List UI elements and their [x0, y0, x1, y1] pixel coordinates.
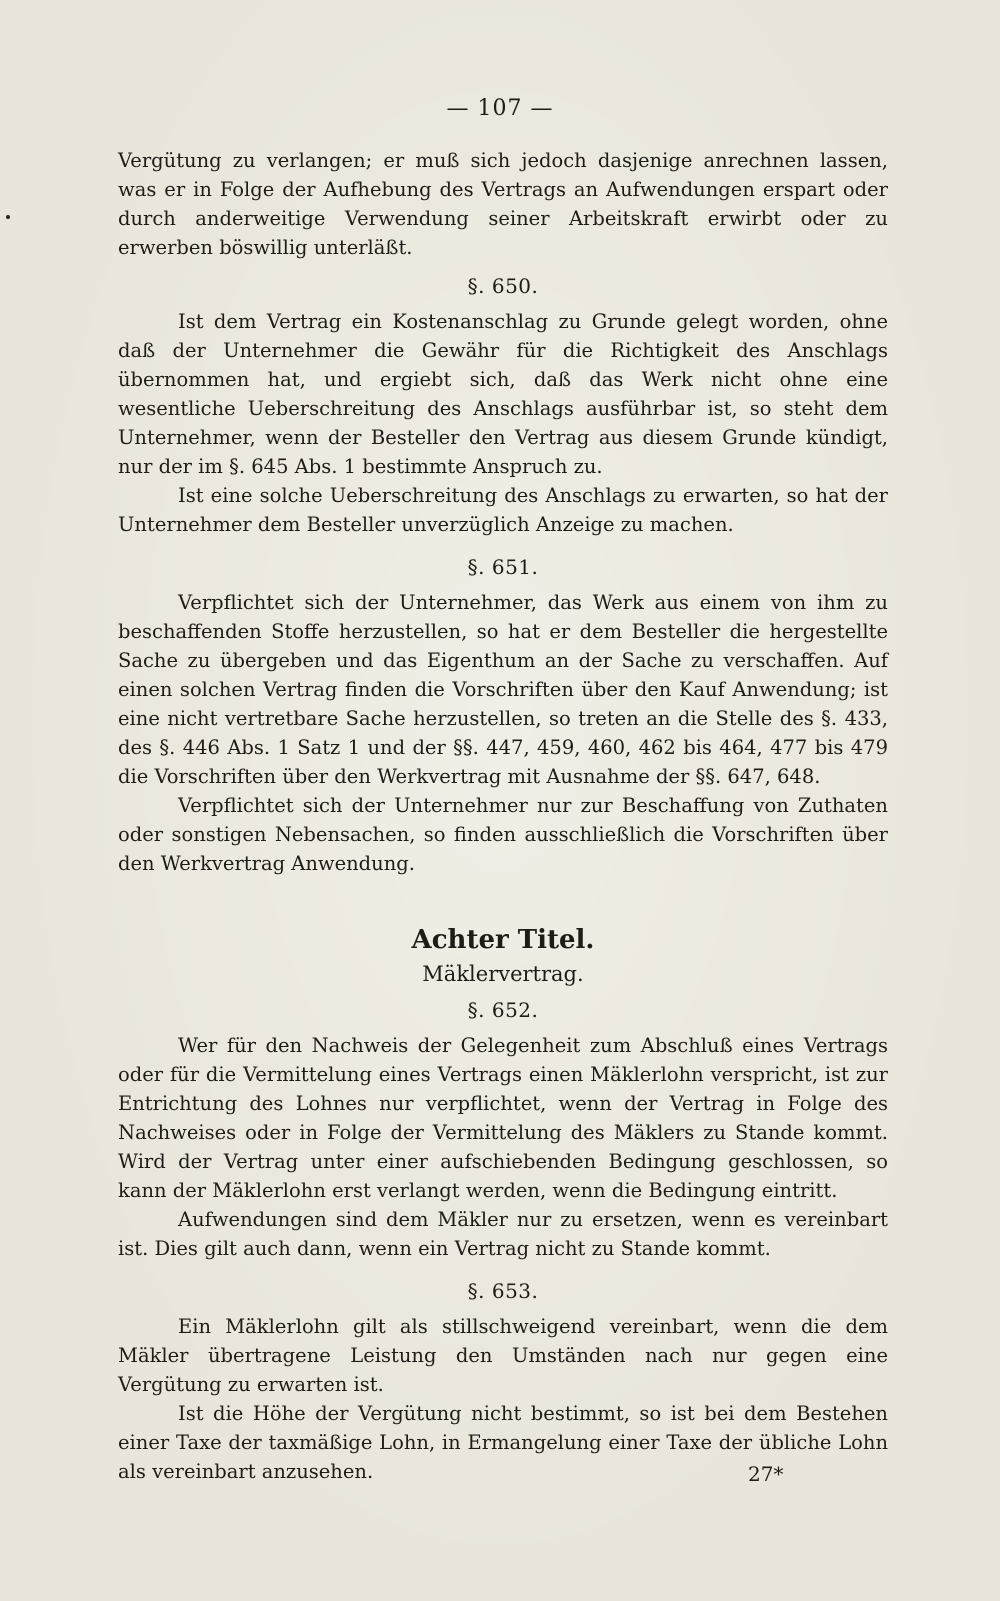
section-651-heading: §. 651. — [467, 555, 539, 579]
paragraph-652-2: Aufwendungen sind dem Mäkler nur zu ersetzen, wenn es vereinbart ist. Dies gilt auch dann, wenn ein Vertrag nicht zu Stande kommt. — [118, 1208, 888, 1260]
margin-mark — [6, 215, 10, 219]
section-650-heading: §. 650. — [467, 274, 539, 298]
section-652-heading: §. 652. — [467, 998, 539, 1022]
paragraph-650-2: Ist eine solche Ueberschreitung des Anschlags zu erwarten, so hat der Unternehmer dem Besteller unverzüglich Anzeige zu machen. — [118, 484, 888, 536]
paragraph-653-2: Ist die Höhe der Vergütung nicht bestimmt, so ist bei dem Bestehen einer Taxe der taxmäßige Lohn, in Ermangelung einer Taxe der übliche Lohn als vereinbart anzusehen. — [118, 1402, 888, 1483]
subtitle-heading: Mäklervertrag. — [422, 962, 584, 986]
paragraph-650-1: Ist dem Vertrag ein Kostenanschlag zu Grunde gelegt worden, ohne daß der Unternehmer die Gewähr für die Richtigkeit des Anschlags übernommen hat, und ergiebt sich, daß das Werk nicht ohne eine wesentliche Ueberschreitung des Anschlags ausführbar ist, so steht dem Unternehmer, wenn der Besteller den Vertrag aus diesem Grunde kündigt, nur der im §. 645 Abs. 1 bestimmte Anspruch zu. — [118, 310, 888, 478]
paragraph-651-1: Verpflichtet sich der Unternehmer, das Werk aus einem von ihm zu beschaffenden Stoffe herzustellen, so hat er dem Besteller die hergestellte Sache zu übergeben und das Eigenthum an der Sache zu verschaffen. Auf einen solchen Vertrag finden die Vorschriften über den Kauf Anwendung; ist eine nicht vertretbare Sache herzustellen, so treten an die Stelle des §. 433, des §. 446 Abs. 1 Satz 1 und der §§. 447, 459, 460, 462 bis 464, 477 bis 479 die Vorschriften über den Werkvertrag mit Ausnahme der §§. 647, 648. — [118, 591, 888, 788]
paragraph-continuation: Vergütung zu verlangen; er muß sich jedoch dasjenige anrechnen lassen, was er in Folge der Aufhebung des Vertrags an Aufwendungen erspart oder durch anderweitige Verwendung seiner Arbeitskraft erwirbt oder zu erwerben böswillig unterläßt. — [118, 149, 888, 259]
signature-mark: 27* — [748, 1462, 784, 1486]
title-heading: Achter Titel. — [411, 925, 595, 955]
page-text — [118, 146, 888, 1486]
paragraph-652-1: Wer für den Nachweis der Gelegenheit zum Abschluß eines Vertrags oder für die Vermittelung eines Vertrags einen Mäklerlohn verspricht, ist zur Entrichtung des Lohnes nur verpflichtet, wenn der Vertrag in Folge des Nachweises oder in Folge der Vermittelung des Mäklers zu Stande kommt. Wird der Vertrag unter einer aufschiebenden Bedingung geschlossen, so kann der Mäklerlohn erst verlangt werden, wenn die Bedingung eintritt. — [118, 1034, 888, 1202]
section-653-heading: §. 653. — [467, 1279, 539, 1303]
page-number: — 107 — — [446, 96, 554, 121]
paragraph-651-2: Verpflichtet sich der Unternehmer nur zur Beschaffung von Zuthaten oder sonstigen Nebensachen, so finden ausschließlich die Vorschriften über den Werkvertrag Anwendung. — [118, 794, 888, 875]
paragraph-653-1: Ein Mäklerlohn gilt als stillschweigend vereinbart, wenn die dem Mäkler übertragene Leistung den Umständen nach nur gegen eine Vergütung zu erwarten ist. — [118, 1315, 888, 1396]
